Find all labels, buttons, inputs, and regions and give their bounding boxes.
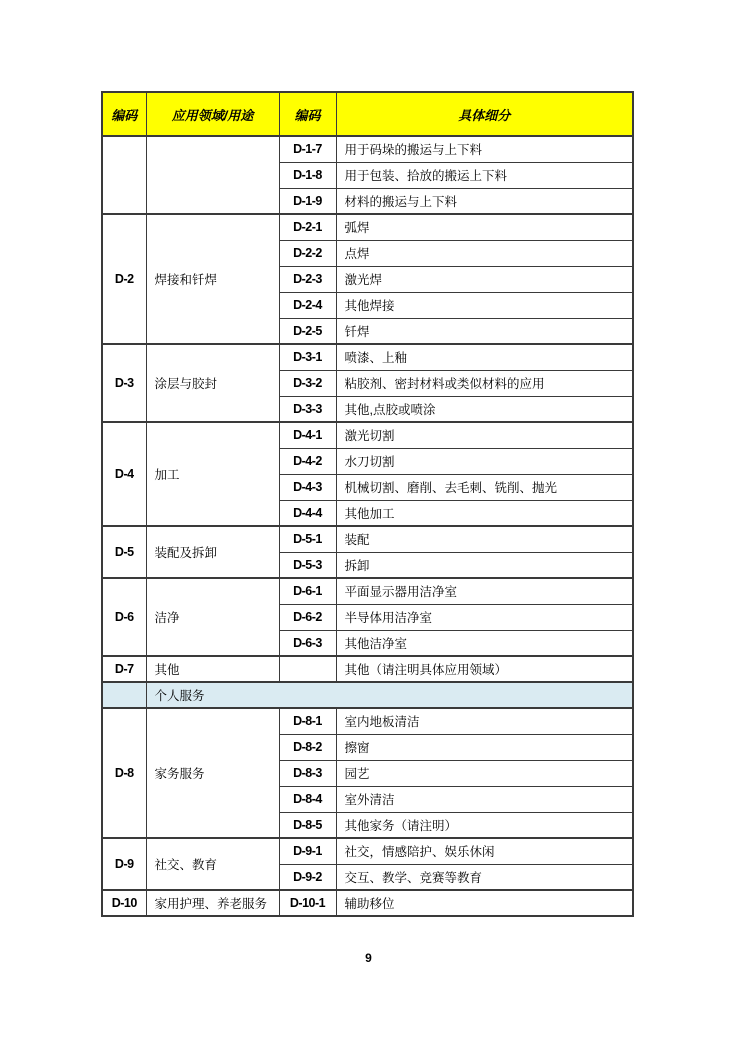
detail-cell: 装配 <box>336 526 633 552</box>
sub-code-cell: D-5-1 <box>279 526 336 552</box>
detail-cell: 半导体用洁净室 <box>336 604 633 630</box>
table-header <box>102 92 633 136</box>
group-domain-cell: 社交、教育 <box>146 838 279 890</box>
table-row <box>102 708 633 734</box>
table-row <box>102 422 633 448</box>
group-code-cell: D-9 <box>102 838 146 890</box>
detail-cell: 水刀切割 <box>336 448 633 474</box>
header-specific-subdivision: 具体细分 <box>336 92 633 136</box>
table-row <box>102 578 633 604</box>
detail-cell: 其他家务（请注明） <box>336 812 633 838</box>
group-domain-cell: 洁净 <box>146 578 279 656</box>
detail-cell: 园艺 <box>336 760 633 786</box>
sub-code-cell: D-1-7 <box>279 136 336 162</box>
group-code-cell: D-10 <box>102 890 146 916</box>
detail-cell: 其他洁净室 <box>336 630 633 656</box>
detail-cell: 用于码垛的搬运与上下料 <box>336 136 633 162</box>
detail-cell: 拆卸 <box>336 552 633 578</box>
sub-code-cell: D-4-3 <box>279 474 336 500</box>
sub-code-cell: D-10-1 <box>279 890 336 916</box>
detail-cell: 其他（请注明具体应用领域） <box>336 656 633 682</box>
table-row <box>102 136 633 162</box>
detail-cell: 平面显示器用洁净室 <box>336 578 633 604</box>
detail-cell: 用于包装、拾放的搬运上下料 <box>336 162 633 188</box>
sub-code-cell: D-6-1 <box>279 578 336 604</box>
group-domain-cell: 家用护理、养老服务 <box>146 890 279 916</box>
detail-cell: 社交，情感陪护、娱乐休闲 <box>336 838 633 864</box>
detail-cell: 交互、教学、竞赛等教育 <box>336 864 633 890</box>
group-domain-cell: 加工 <box>146 422 279 526</box>
sub-code-cell: D-6-3 <box>279 630 336 656</box>
detail-cell: 室内地板清洁 <box>336 708 633 734</box>
sub-code-cell: D-1-8 <box>279 162 336 188</box>
sub-code-cell: D-2-5 <box>279 318 336 344</box>
sub-code-cell: D-5-3 <box>279 552 336 578</box>
group-domain-cell: 涂层与胶封 <box>146 344 279 422</box>
detail-cell: 其他,点胶或喷涂 <box>336 396 633 422</box>
group-code-cell: D-5 <box>102 526 146 578</box>
detail-cell: 激光焊 <box>336 266 633 292</box>
detail-cell: 其他焊接 <box>336 292 633 318</box>
detail-cell: 擦窗 <box>336 734 633 760</box>
sub-code-cell: D-6-2 <box>279 604 336 630</box>
group-domain-cell: 焊接和钎焊 <box>146 214 279 344</box>
page-number: 9 <box>365 951 372 965</box>
sub-code-cell: D-8-2 <box>279 734 336 760</box>
sub-code-cell: D-2-3 <box>279 266 336 292</box>
detail-cell: 辅助移位 <box>336 890 633 916</box>
detail-cell: 弧焊 <box>336 214 633 240</box>
application-classification-table <box>101 91 634 917</box>
group-code-cell: D-7 <box>102 656 146 682</box>
sub-code-cell: D-8-5 <box>279 812 336 838</box>
group-domain-cell <box>146 136 279 214</box>
header-row <box>102 92 633 136</box>
group-code-cell: D-6 <box>102 578 146 656</box>
sub-code-cell: D-4-2 <box>279 448 336 474</box>
header-application-domain: 应用领域/用途 <box>146 92 279 136</box>
sub-code-cell: D-4-1 <box>279 422 336 448</box>
table-row <box>102 656 633 682</box>
sub-code-cell: D-2-2 <box>279 240 336 266</box>
detail-cell: 喷漆、上釉 <box>336 344 633 370</box>
sub-code-cell: D-8-1 <box>279 708 336 734</box>
group-code-cell: D-2 <box>102 214 146 344</box>
detail-cell: 钎焊 <box>336 318 633 344</box>
sub-code-cell: D-9-1 <box>279 838 336 864</box>
detail-cell: 机械切割、磨削、去毛刺、铣削、抛光 <box>336 474 633 500</box>
group-code-cell: D-3 <box>102 344 146 422</box>
banner-label: 个人服务 <box>146 682 633 708</box>
sub-code-cell: D-4-4 <box>279 500 336 526</box>
group-code-cell <box>102 136 146 214</box>
group-domain-cell: 其他 <box>146 656 279 682</box>
sub-code-cell <box>279 656 336 682</box>
detail-cell: 室外清洁 <box>336 786 633 812</box>
banner-empty-cell <box>102 682 146 708</box>
table-row <box>102 526 633 552</box>
sub-code-cell: D-8-4 <box>279 786 336 812</box>
detail-cell: 点焊 <box>336 240 633 266</box>
detail-cell: 材料的搬运与上下料 <box>336 188 633 214</box>
group-code-cell: D-4 <box>102 422 146 526</box>
sub-code-cell: D-9-2 <box>279 864 336 890</box>
table-row <box>102 214 633 240</box>
table-row <box>102 344 633 370</box>
sub-code-cell: D-2-1 <box>279 214 336 240</box>
sub-code-cell: D-3-2 <box>279 370 336 396</box>
category-banner-row <box>102 682 633 708</box>
sub-code-cell: D-2-4 <box>279 292 336 318</box>
sub-code-cell: D-3-1 <box>279 344 336 370</box>
header-code-col3: 编码 <box>279 92 336 136</box>
group-code-cell: D-8 <box>102 708 146 838</box>
table-row <box>102 890 633 916</box>
table-body <box>102 136 633 916</box>
sub-code-cell: D-8-3 <box>279 760 336 786</box>
detail-cell: 激光切割 <box>336 422 633 448</box>
sub-code-cell: D-1-9 <box>279 188 336 214</box>
detail-cell: 粘胶剂、密封材料或类似材料的应用 <box>336 370 633 396</box>
sub-code-cell: D-3-3 <box>279 396 336 422</box>
detail-cell: 其他加工 <box>336 500 633 526</box>
group-domain-cell: 装配及拆卸 <box>146 526 279 578</box>
table-row <box>102 838 633 864</box>
header-code-col1: 编码 <box>102 92 146 136</box>
group-domain-cell: 家务服务 <box>146 708 279 838</box>
